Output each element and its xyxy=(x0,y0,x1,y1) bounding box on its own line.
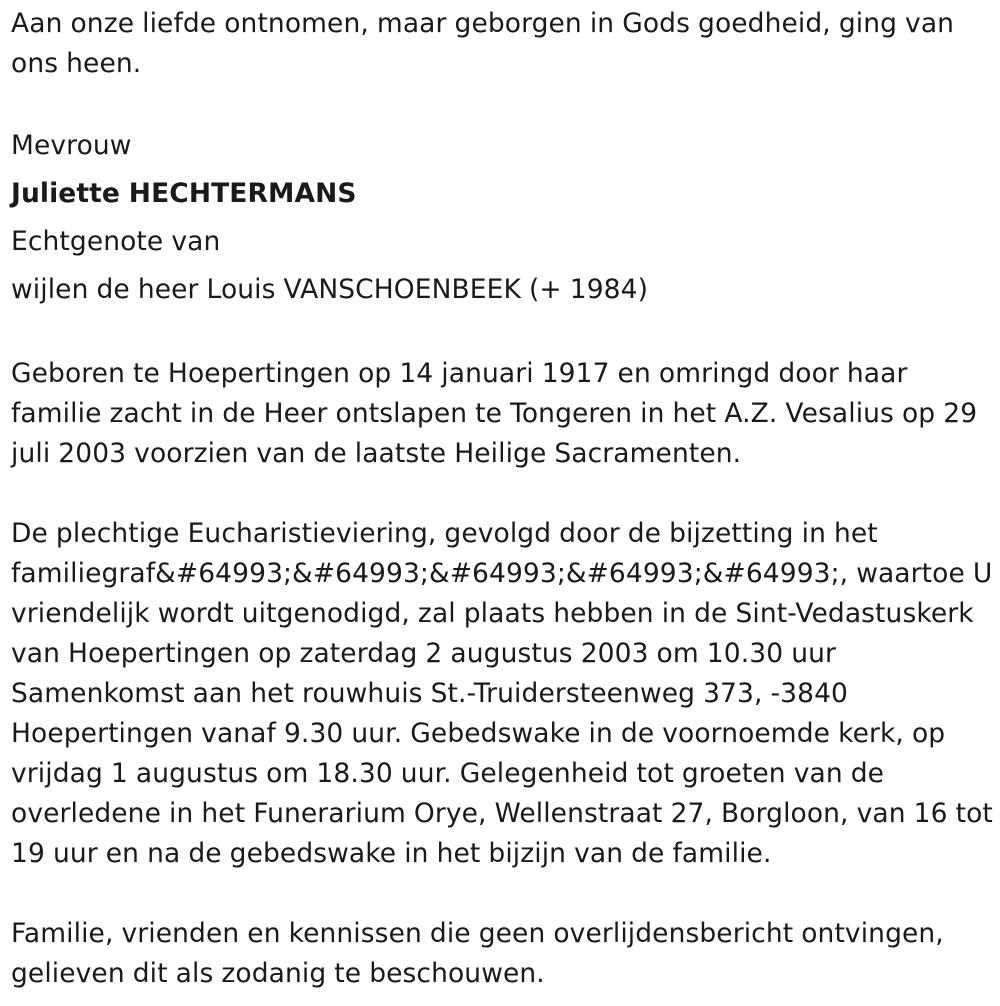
text-line: gelieven dit als zodanig te beschouwen. xyxy=(11,958,545,989)
spacer xyxy=(11,874,996,914)
text-line: familie zacht in de Heer ontslapen te Tongeren in het A.Z. Vesalius op 29 xyxy=(11,398,978,429)
text-line: Geboren te Hoepertingen op 14 januari 1917 en omringd door haar xyxy=(11,358,908,389)
text-line: vrijdag 1 augustus om 18.30 uur. Gelegenheid tot groeten van de xyxy=(11,758,885,789)
deceased-name: Juliette HECHTERMANS xyxy=(11,178,357,209)
spouse-name: wijlen de heer Louis VANSCHOENBEEK (+ 1984) xyxy=(11,274,649,305)
birth-paragraph xyxy=(11,354,996,474)
text-line: familiegraf&#64993;&#64993;&#64993;&#64993;&#64993;, waartoe U xyxy=(11,558,993,589)
text-line: vriendelijk wordt uitgenodigd, zal plaats hebben in de Sint-Vedastuskerk xyxy=(11,598,974,629)
spacer xyxy=(11,474,996,514)
text-line: ons heen. xyxy=(11,48,142,79)
deceased-header xyxy=(11,122,996,314)
title-prefix: Mevrouw xyxy=(11,130,132,161)
text-line: juli 2003 voorzien van de laatste Heilige Sacramenten. xyxy=(11,438,742,469)
ceremony-paragraph xyxy=(11,514,996,874)
relation-label: Echtgenote van xyxy=(11,226,221,257)
spacer xyxy=(11,314,996,354)
text-line: overledene in het Funerarium Orye, Wellenstraat 27, Borgloon, van 16 tot xyxy=(11,798,993,829)
intro-paragraph xyxy=(11,4,996,84)
text-line: Familie, vrienden en kennissen die geen overlijdensbericht ontvingen, xyxy=(11,918,944,949)
text-line: Hoepertingen vanaf 9.30 uur. Gebedswake in de voornoemde kerk, op xyxy=(11,718,946,749)
text-line: De plechtige Eucharistieviering, gevolgd door de bijzetting in het xyxy=(11,518,878,549)
text-line: van Hoepertingen op zaterdag 2 augustus 2003 om 10.30 uur xyxy=(11,638,836,669)
spacer xyxy=(11,84,996,124)
text-line: Aan onze liefde ontnomen, maar geborgen in Gods goedheid, ging van xyxy=(11,8,955,39)
text-line: 19 uur en na de gebedswake in het bijzijn van de familie. xyxy=(11,838,772,869)
closing-paragraph xyxy=(11,914,996,994)
obituary-text xyxy=(11,4,996,994)
text-line: Samenkomst aan het rouwhuis St.-Truidersteenweg 373, -3840 xyxy=(11,678,848,709)
